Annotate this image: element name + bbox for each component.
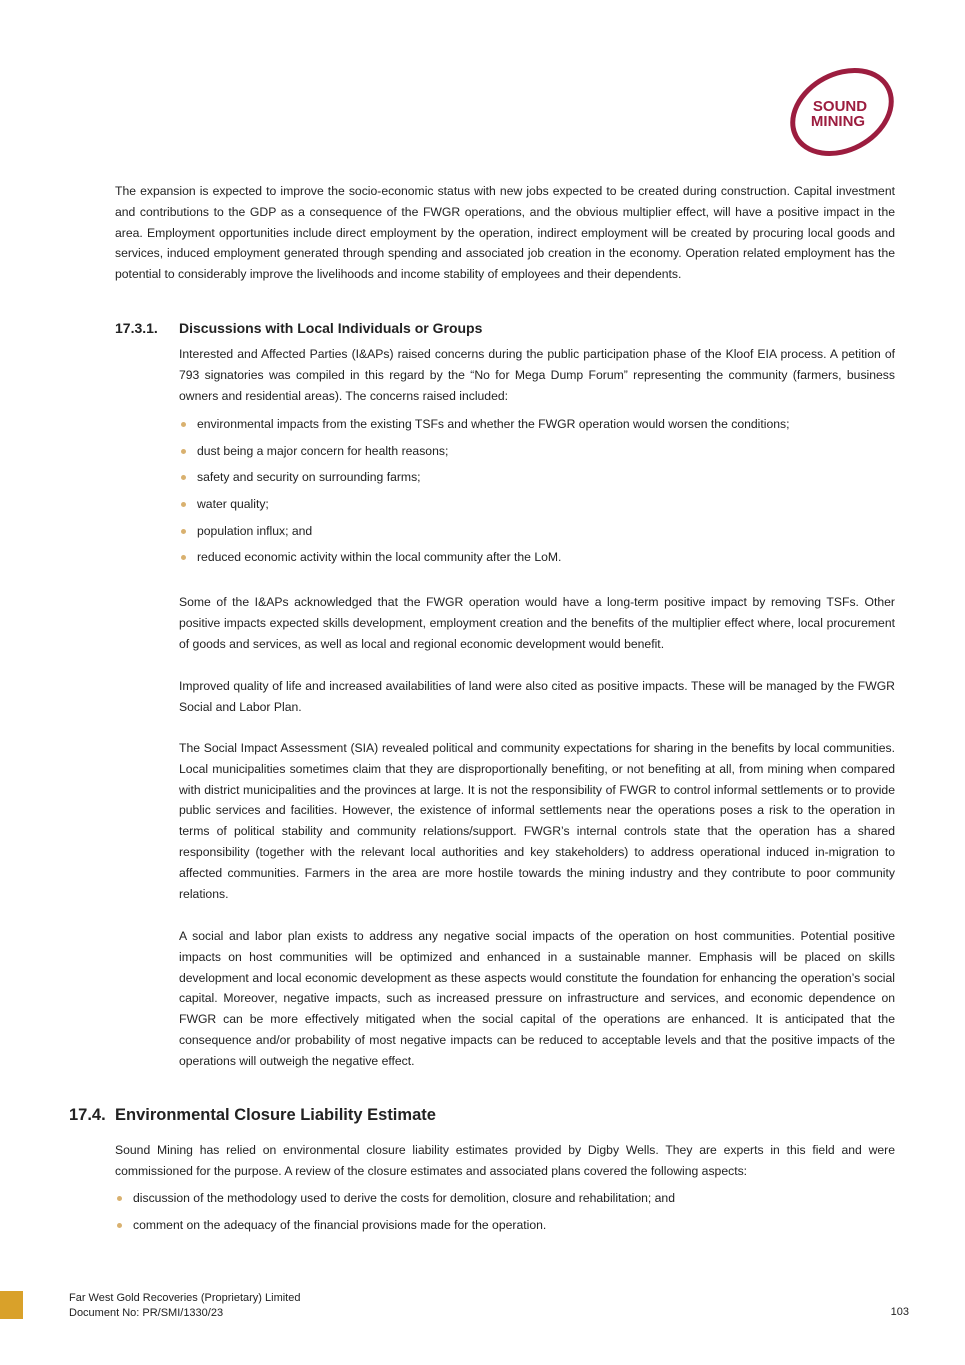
list-item: population influx; and bbox=[179, 523, 895, 550]
closure-estimate-paragraph: Sound Mining has relied on environmental closure liability estimates provided by Digby Wells. They are experts in this field and were commissioned for the purpose. A review of the closure estimates and associated plans covered the following aspects: bbox=[115, 1143, 895, 1178]
bullet-icon bbox=[181, 555, 186, 560]
bullet-icon bbox=[117, 1223, 122, 1228]
bullet-icon bbox=[181, 422, 186, 427]
list-item: safety and security on surrounding farms; bbox=[179, 469, 895, 496]
list-item: comment on the adequacy of the financial provisions made for the operation. bbox=[115, 1217, 895, 1244]
list-item: dust being a major concern for health reasons; bbox=[179, 443, 895, 470]
footer-color-mark bbox=[0, 1291, 23, 1319]
concerns-intro-paragraph: Interested and Affected Parties (I&APs) raised concerns during the public participation phase of the Kloof EIA process. A petition of 793 signatories was compiled in this regard by the “No for Mega Dump Forum” representing the community (farmers, business owners and residential areas). The concerns raised included: bbox=[179, 347, 895, 403]
list-item: environmental impacts from the existing TSFs and whether the FWGR operation would worsen the conditions; bbox=[179, 416, 895, 443]
list-item: reduced economic activity within the local community after the LoM. bbox=[179, 549, 895, 576]
bullet-icon bbox=[181, 529, 186, 534]
section-number: 17.3.1. bbox=[115, 320, 158, 336]
quality-of-life-paragraph: Improved quality of life and increased availabilities of land were also cited as positive impacts. These will be managed by the FWGR Social and Labor Plan. bbox=[179, 679, 895, 714]
closure-aspects-list bbox=[115, 1190, 895, 1243]
concerns-list bbox=[179, 416, 895, 576]
page-number: 103 bbox=[890, 1306, 909, 1318]
positive-impacts-paragraph: Some of the I&APs acknowledged that the FWGR operation would have a long-term positive impact by removing TSFs. Other positive impacts expected skills development, employment creation and the benefits of the multiplier effect where, local procurement of goods and services, as well as local and regional economic development would benefit. bbox=[179, 595, 895, 651]
footer-company: Far West Gold Recoveries (Proprietary) Limited bbox=[69, 1292, 301, 1304]
intro-paragraph: The expansion is expected to improve the socio-economic status with new jobs expected to be created during construction. Capital investment and contributions to the GDP as a consequence of the FWGR operations, and the obvious multiplier effect, will have a positive impact in the area. Employment opportunities include direct employment by the operation, indirect employment will be created by procuring local goods and services, induced employment generated through spending and associated job creation in the economy. Operation related employment has the potential to considerably improve the livelihoods and income stability of employees and their dependents. bbox=[115, 184, 895, 282]
list-item: water quality; bbox=[179, 496, 895, 523]
footer-document-number: Document No: PR/SMI/1330/23 bbox=[69, 1307, 224, 1319]
sound-mining-logo bbox=[784, 66, 900, 158]
section-17-4-heading bbox=[69, 1106, 436, 1125]
bullet-icon bbox=[181, 475, 186, 480]
section-title: Environmental Closure Liability Estimate bbox=[115, 1106, 436, 1124]
section-title: Discussions with Local Individuals or Groups bbox=[179, 320, 483, 336]
footer bbox=[69, 1291, 300, 1321]
bullet-icon bbox=[117, 1196, 122, 1201]
social-labor-plan-paragraph: A social and labor plan exists to address any negative social impacts of the operation on host communities. Potential positive impacts on host communities will be optimized and enhanced in a sustainable manner. Emphasis will be placed on skills development and local economic development as these aspects would constitute the foundation for enhancing the operation’s social capital. Moreover, negative impacts, such as increased pressure on infrastructure and services, and economic dependence on FWGR can be more effectively mitigated when the social capital of the operations are enhanced. It is anticipated that the consequence and/or probability of most negative impacts can be reduced to acceptable levels and that the positive impacts of the operations will outweigh the negative effect. bbox=[179, 929, 895, 1068]
section-17-3-1-heading bbox=[115, 320, 482, 336]
sia-paragraph: The Social Impact Assessment (SIA) revealed political and community expectations for sharing in the benefits by local communities. Local municipalities sometimes claim that they are disproportionally benefiting, or not benefiting at all, from mining when compared with district municipalities and the provinces at large. It is not the responsibility of FWGR to control informal settlements or to provide public services and facilities. However, the existence of informal settlements near the operations poses a risk to the operation in terms of political stability and community relations/support. FWGR’s internal controls state that the operation has a shared responsibility (together with the relevant local authorities and key stakeholders) to address operational induced in-migration to affected communities. Farmers in the area are more hostile towards the mining industry and they contribute to poor community relations. bbox=[179, 741, 895, 901]
section-number: 17.4. bbox=[69, 1106, 106, 1124]
logo-line-1: SOUND bbox=[812, 98, 868, 115]
bullet-icon bbox=[181, 449, 186, 454]
list-item: discussion of the methodology used to derive the costs for demolition, closure and rehabilitation; and bbox=[115, 1190, 895, 1217]
logo-line-2: MINING bbox=[810, 113, 866, 130]
bullet-icon bbox=[181, 502, 186, 507]
